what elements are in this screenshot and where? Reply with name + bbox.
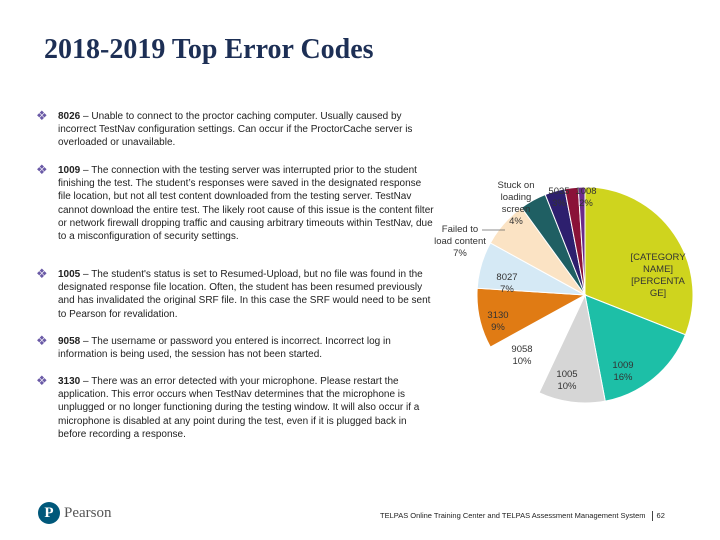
pie-slice-label: 5035 3% — [548, 186, 570, 209]
footer-separator — [652, 511, 653, 521]
error-code-pie-chart — [430, 170, 720, 420]
pie-slice-label: 1008 2% — [575, 186, 597, 209]
bullet-text: 9058 – The username or password you entered is incorrect. Incorrect log in information is being used, the session has not been started. — [58, 336, 391, 361]
pie-slice-label: 8027 7% — [496, 272, 518, 295]
bullet-1009 — [36, 164, 436, 243]
diamond-bullet-icon: ❖ — [36, 266, 48, 281]
diamond-bullet-icon: ❖ — [36, 162, 48, 177]
bullet-3130 — [36, 375, 436, 441]
bullet-1005 — [36, 268, 436, 321]
pie-slice-label: 1009 16% — [612, 360, 634, 383]
pie-slice-label: 3130 9% — [487, 310, 509, 333]
footer-text: TELPAS Online Training Center and TELPAS Assessment Management System — [380, 511, 646, 520]
page-number: 62 — [656, 511, 665, 520]
pearson-logo-text: Pearson — [64, 504, 112, 521]
pie-slice-label: 9058 10% — [511, 344, 533, 367]
bullet-text: 1005 – The student's status is set to Resumed-Upload, but no file was found in the designated response file location. Often, the student has been resumed previously and has invalidated the original SRF file. In this case the SRF would need to be sent to Pearson for revalidation. — [58, 269, 431, 320]
bullet-text: 8026 – Unable to connect to the proctor caching computer. Usually caused by incorrect TestNav configuration settings. Can occur if the ProctorCache server is overloaded or unavailable. — [58, 111, 413, 149]
bullet-9058 — [36, 335, 436, 361]
diamond-bullet-icon: ❖ — [36, 333, 48, 348]
pearson-logo-mark: P — [38, 502, 60, 524]
pie-slice-label: Failed to load content 7% — [434, 224, 486, 259]
pie-slice-label: [CATEGORY NAME] [PERCENTA GE] — [630, 252, 686, 299]
page-title: 2018-2019 Top Error Codes — [44, 34, 374, 65]
diamond-bullet-icon: ❖ — [36, 108, 48, 123]
bullet-8026 — [36, 110, 436, 150]
bullet-text: 1009 – The connection with the testing server was interrupted prior to the student finishing the test. The student’s responses were saved in the designated response file location, but not all test content downloaded from the testing server. TestNav cannot download the entire test. The likely root cause of this issue is the content filter or network firewall dropping traffic and causing arbitrary timeouts within TestNav, due to a misconfiguration of security settings. — [58, 165, 434, 243]
footer — [380, 511, 665, 521]
diamond-bullet-icon: ❖ — [36, 373, 48, 388]
bullet-text: 3130 – There was an error detected with your microphone. Please restart the application. This error occurs when TestNav determines that the microphone is unplugged or no longer functioning during the testing window. It will also occur if a microphone is disabled at any point during the test, even if it is plugged back in before recording a response. — [58, 376, 420, 440]
pie-slice-label: Stuck on loading screen 4% — [497, 180, 535, 227]
pie-slice-label: 1005 10% — [556, 369, 578, 392]
pearson-logo — [38, 502, 112, 524]
